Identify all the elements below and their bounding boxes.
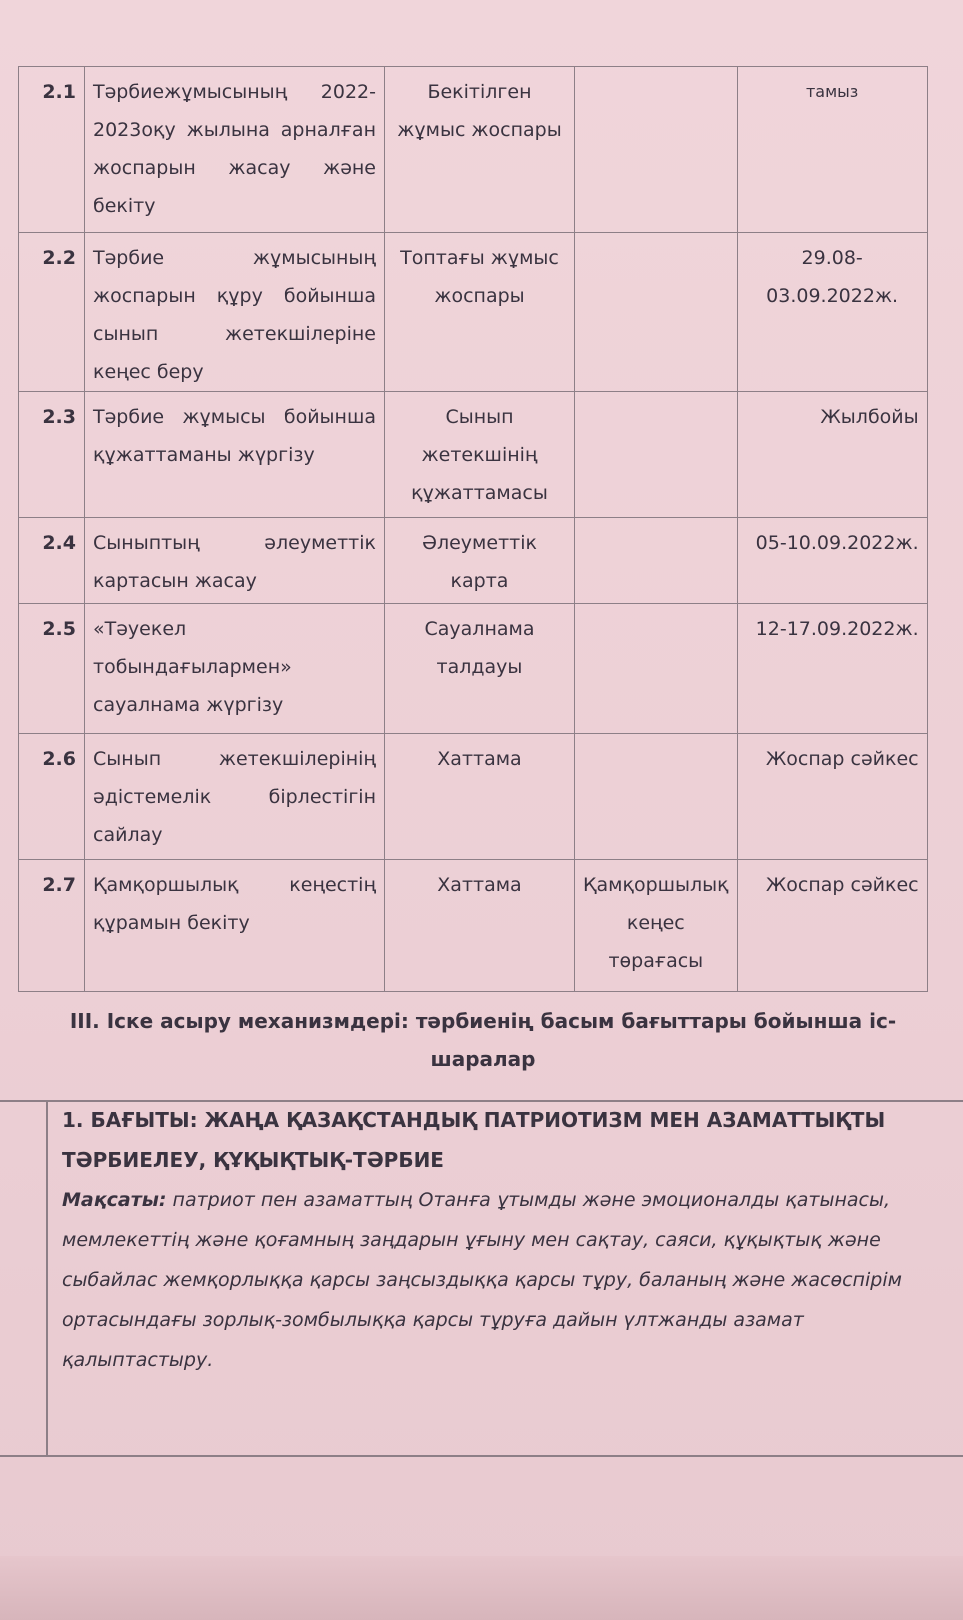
event-cell: Тәрбие жұмысы бойынша құжаттаманы жүргізу xyxy=(85,392,385,518)
date-cell: 12-17.09.2022ж. xyxy=(737,604,927,734)
row-number: 2.6 xyxy=(19,734,85,860)
direction-block xyxy=(62,1100,942,1380)
form-cell: Әлеуметтік карта xyxy=(385,518,575,604)
date-cell: тамыз xyxy=(737,67,927,233)
direction-goal xyxy=(62,1180,942,1380)
form-cell: Хаттама xyxy=(385,860,575,992)
date-cell: 05-10.09.2022ж. xyxy=(737,518,927,604)
plan-table xyxy=(18,66,928,992)
event-cell: «Тәуекел тобындағылармен» сауалнама жүргізу xyxy=(85,604,385,734)
form-cell: Бекітілген жұмыс жоспары xyxy=(385,67,575,233)
direction-title: 1. БАҒЫТЫ: ЖАҢА ҚАЗАҚСТАНДЫҚ ПАТРИОТИЗМ МЕН АЗАМАТТЫҚТЫ ТӘРБИЕЛЕУ, ҚҰҚЫҚТЫҚ-ТӘРБИЕ xyxy=(62,1108,886,1172)
row-number: 2.4 xyxy=(19,518,85,604)
row-number: 2.7 xyxy=(19,860,85,992)
event-cell: Тәрбие жұмысының жоспарын құру бойынша сынып жетекшілеріне кеңес беру xyxy=(85,233,385,392)
date-cell: Жоспар сәйкес xyxy=(737,860,927,992)
table-row xyxy=(19,67,928,233)
form-cell: Сауалнама талдауы xyxy=(385,604,575,734)
direction-bottom-border xyxy=(0,1455,963,1457)
table-row xyxy=(19,604,928,734)
responsible-cell xyxy=(575,392,738,518)
event-cell: Тәрбиежұмысының 2022-2023оқу жылына арналған жоспарын жасау және бекіту xyxy=(85,67,385,233)
responsible-cell: Қамқоршылық кеңес төрағасы xyxy=(575,860,738,992)
event-cell: Қамқоршылық кеңестің құрамын бекіту xyxy=(85,860,385,992)
table-row xyxy=(19,734,928,860)
responsible-cell xyxy=(575,67,738,233)
event-cell: Сынып жетекшілерінің әдістемелік бірлестігін сайлау xyxy=(85,734,385,860)
table-row xyxy=(19,860,928,992)
responsible-cell xyxy=(575,734,738,860)
page-bottom-edge xyxy=(0,1556,963,1620)
date-cell: Жылбойы xyxy=(737,392,927,518)
form-cell: Сынып жетекшінің құжаттамасы xyxy=(385,392,575,518)
row-number: 2.2 xyxy=(19,233,85,392)
form-cell: Топтағы жұмыс жоспары xyxy=(385,233,575,392)
direction-left-border xyxy=(46,1100,48,1456)
table-row xyxy=(19,233,928,392)
table-row xyxy=(19,392,928,518)
event-cell: Сыныптың әлеуметтік картасын жасау xyxy=(85,518,385,604)
goal-text: патриот пен азаматтың Отанға ұтымды және эмоционалды қатынасы, мемлекеттің және қоғамның заңдарын ұғыну мен сақтау, саяси, құқықтық және сыбайлас жемқорлыққа қарсы заңсыздыққа қарсы тұру, баланың және жасөспірім ортасындағы зорлық-зомбылыққа қарсы тұруға дайын үлтжанды азамат қалыптастыру. xyxy=(62,1189,902,1371)
date-cell: 29.08-03.09.2022ж. xyxy=(737,233,927,392)
date-cell: Жоспар сәйкес xyxy=(737,734,927,860)
goal-label: Мақсаты: xyxy=(62,1189,167,1211)
row-number: 2.3 xyxy=(19,392,85,518)
form-cell: Хаттама xyxy=(385,734,575,860)
table-row xyxy=(19,518,928,604)
responsible-cell xyxy=(575,604,738,734)
row-number: 2.1 xyxy=(19,67,85,233)
responsible-cell xyxy=(575,518,738,604)
responsible-cell xyxy=(575,233,738,392)
row-number: 2.5 xyxy=(19,604,85,734)
section-title: ІІІ. Іске асыру механизмдері: тәрбиенің басым бағыттары бойынша іс-шаралар xyxy=(69,1009,897,1071)
